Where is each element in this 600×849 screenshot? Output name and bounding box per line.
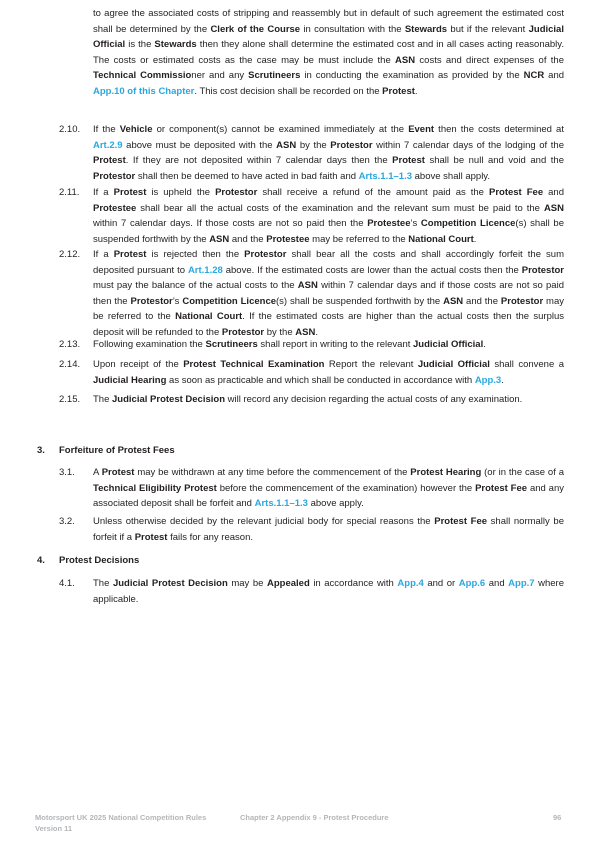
clause-2-10: If the Vehicle or component(s) cannot be examined immediately at the Event then the costs determined at Art.2.9 above must be deposited with the ASN by the Protestor within 7 calendar days of the lodging of the Protest. If they are not deposited within 7 calendar days then the Protest shall be null and void and the Protestor shall then be deemed to have acted in bad faith and Arts.1.1–1.3 above shall apply.: [93, 124, 564, 182]
section-4-number: 4.: [37, 555, 45, 566]
clause-3-2: Unless otherwise decided by the relevant judicial body for special reasons the Protest Fee shall normally be forfeit if a Protest fails for any reason.: [93, 516, 564, 543]
app-4-link[interactable]: App.4: [397, 578, 424, 589]
continuation-paragraph: to agree the associated costs of stripping and reassembly but in default of such agreement the estimated cost shall be determined by the Clerk of the Course in consultation with the Stewards but if the relevant Judicial Official is the Stewards then they alone shall determine the estimated cost and in all cases acting reasonably. The costs or estimated costs as the case may be must include the ASN costs and direct expenses of the Technical Commissioner and any Scrutineers in conducting the examination as provided by the NCR and App.10 of this Chapter. This cost decision shall be recorded on the Protest.: [93, 8, 565, 97]
item-number: 2.10.: [59, 124, 81, 135]
footer-page-number: 96: [553, 813, 562, 822]
item-number: 3.2.: [59, 516, 75, 527]
item-number: 2.12.: [59, 249, 81, 260]
item-number: 2.14.: [59, 359, 81, 370]
clause-4-1: The Judicial Protest Decision may be Appealed in accordance with App.4 and or App.6 and App.7 where applicable.: [93, 578, 565, 605]
section-3-title: Forfeiture of Protest Fees: [59, 445, 175, 456]
clause-2-11: If a Protest is upheld the Protestor shall receive a refund of the amount paid as the Protest Fee and Protestee shall bear all the actual costs of the examination and the relevant sum must be paid to the ASN within 7 calendar days. If those costs are not so paid then the Protestee’s Competition Licence(s) shall be suspended forthwith by the ASN and the Protestee may be referred to the National Court.: [93, 187, 565, 245]
clause-2-14: Upon receipt of the Protest Technical Examination Report the relevant Judicial Official shall convene a Judicial Hearing as soon as practicable and which shall be conducted in accordance with App.3.: [93, 359, 564, 386]
section-3-number: 3.: [37, 445, 45, 456]
clause-2-13: Following examination the Scrutineers shall report in writing to the relevant Judicial Official.: [93, 339, 486, 350]
clause-2-12: If a Protest is rejected then the Protestor shall bear all the costs and shall accordingly forfeit the sum deposited pursuant to Art.1.28 above. If the estimated costs are lower than the actual costs then the Protestor must pay the balance of the actual costs to the ASN within 7 calendar days and if those costs are not so paid then the Protestor’s Competition Licence(s) shall be suspended forthwith by the ASN and the Protestor may be referred to the National Court. If the estimated costs are higher than the actual costs then the surplus deposit will be refunded to the Protestor by the ASN.: [93, 249, 564, 338]
section-4-title: Protest Decisions: [59, 555, 140, 566]
app10-link[interactable]: App.10 of this Chapter: [93, 85, 195, 97]
app-7-link[interactable]: App.7: [508, 578, 535, 589]
arts-1-1-link[interactable]: Arts.1.1–1.3: [358, 170, 412, 182]
art-2-9-link[interactable]: Art.2.9: [93, 139, 123, 151]
art-1-28-link[interactable]: Art.1.28: [187, 264, 223, 276]
arts-1-1-link[interactable]: Arts.1.1–1.3: [254, 498, 308, 510]
footer-document-title: Motorsport UK 2025 National Competition Rules: [35, 813, 207, 822]
clause-2-15: The Judicial Protest Decision will record any decision regarding the actual costs of any examination.: [93, 394, 523, 405]
item-number: 2.15.: [59, 394, 81, 405]
app-6-link[interactable]: App.6: [458, 578, 486, 589]
footer-chapter: Chapter 2 Appendix 9 - Protest Procedure: [240, 813, 389, 822]
item-number: 4.1.: [59, 578, 75, 589]
item-number: 2.11.: [59, 187, 80, 198]
item-number: 3.1.: [59, 467, 75, 478]
footer-version: Version 11: [35, 824, 73, 833]
app-3-link[interactable]: App.3: [474, 374, 502, 386]
clause-3-1: A Protest may be withdrawn at any time before the commencement of the Protest Hearing (or in the case of a Technical Eligibility Protest before the commencement of the examination) however the Protest Fee and any associated deposit shall be forfeit and Arts.1.1–1.3 above apply.: [93, 467, 565, 510]
item-number: 2.13.: [59, 339, 81, 350]
